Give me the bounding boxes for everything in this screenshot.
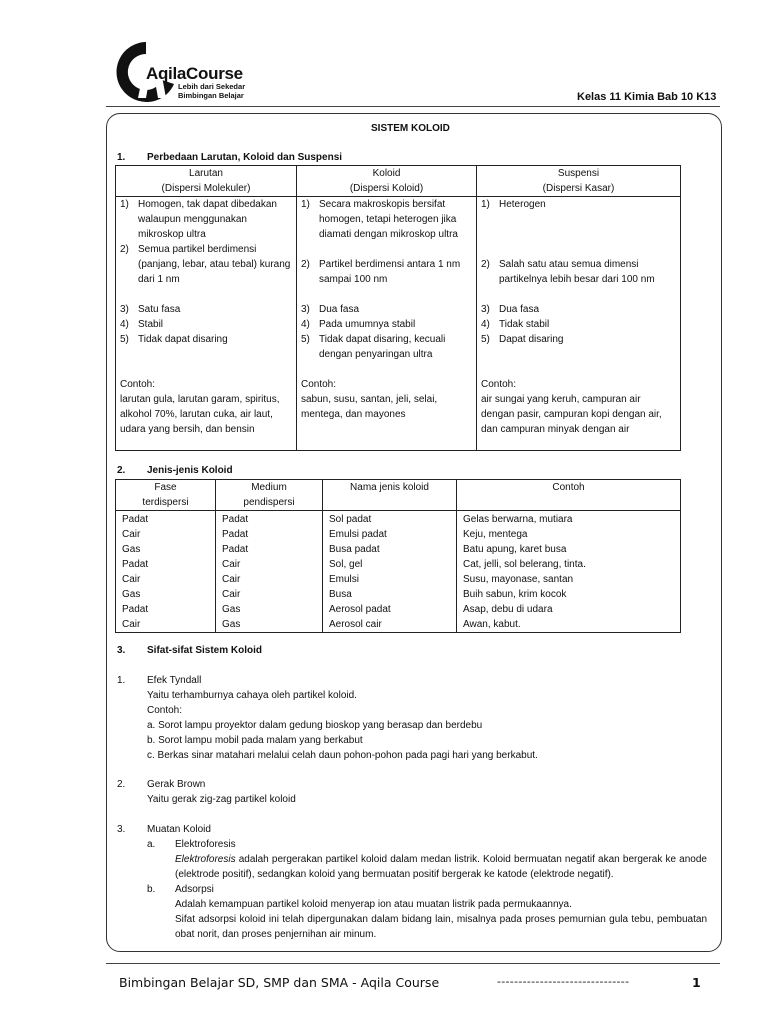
header-medium: Medium pendispersi — [216, 480, 323, 511]
footer-text: Bimbingan Belajar SD, SMP dan SMA - Aqila Course — [119, 975, 440, 990]
class-info: Kelas 11 Kimia Bab 10 K13 — [577, 91, 717, 103]
property-1-title: Efek Tyndall — [147, 675, 202, 686]
col-larutan-header: Larutan (Dispersi Molekuler) — [116, 166, 297, 197]
property-3: 3. Muatan Koloid a. Elektroforesis Elektroforesis adalah pergerakan partikel koloid dalam medan listrik. Koloid bermuatan negatif akan bergerak ke anode (elektrode positif), sedangkan koloid yang bermuatan positif bergerak ke katode (elektrode negatif). b. Adsorpsi Adalah kemampuan partikel koloid menyerap ion atau muatan listrik pada permukaannya. Sifat adsorpsi koloid ini telah dipergunakan dalam bidang lain, misalnya pada proses pemurnian gula tebu, pembuatan obat norit, dan proses penjernihan air minum. — [117, 824, 707, 940]
header-contoh: Contoh — [457, 480, 681, 511]
section3-number: 3. — [117, 645, 126, 656]
comparison-table-header — [116, 166, 681, 197]
colloid-types-body — [116, 511, 681, 633]
section3-heading — [117, 645, 262, 656]
colloid-types-table — [115, 479, 681, 633]
logo — [116, 38, 246, 106]
section1-heading — [117, 152, 342, 163]
header-fase: Fase terdispersi — [116, 480, 216, 511]
comparison-table-body — [116, 197, 681, 451]
section1-title: Perbedaan Larutan, Koloid dan Suspensi — [147, 152, 343, 163]
footer-dashes: ------------------------------- — [497, 975, 630, 988]
property-2: 2. Gerak Brown Yaitu gerak zig-zag partikel koloid — [117, 779, 296, 805]
header-rule — [106, 106, 720, 107]
section2-heading — [117, 465, 233, 476]
cell-koloid: 1) Secara makroskopis bersifat homogen, tetapi heterogen jika diamati dengan mikroskop ultra 2) Partikel berdimensi antara 1 nm sampai 100 nm 3) Dua fasa 4) Pada umumnya stabil 5) Tidak dapat disaring, kecuali dengan penyaringan ultra Contoh: sabun, susu, santan, jeli, selai, mentega, dan mayones — [297, 197, 477, 451]
property-2-title: Gerak Brown — [147, 779, 206, 790]
cell-larutan: 1) Homogen, tak dapat dibedakan walaupun menggunakan mikroskop ultra 2) Semua partikel berdimensi (panjang, lebar, atau tebal) kurang dari 1 nm 3) Satu fasa 4) Stabil 5) Tidak dapat disaring Contoh: larutan gula, larutan garam, spiritus, alkohol 70%, larutan cuka, air laut, udara yang bersih, dan bensin — [116, 197, 297, 451]
section3-title: Sifat-sifat Sistem Koloid — [147, 645, 263, 656]
property-1: 1. Efek Tyndall Yaitu terhamburnya cahaya oleh partikel koloid. Contoh: a. Sorot lampu proyektor dalam gedung bioskop yang berasap dan berdebu b. Sorot lampu mobil pada malam yang berkabut c. Berkas sinar matahari melalui celah daun pohon-pohon pada pagi hari yang berkabut. — [117, 675, 538, 761]
logo-tagline-1: Lebih dari Sekedar — [178, 82, 246, 91]
col-fase-values: Padat Cair Gas Padat Cair Gas Padat Cair — [116, 511, 216, 633]
section2-title: Jenis-jenis Koloid — [147, 465, 233, 476]
elektroforesis-title: Elektroforesis — [175, 839, 236, 850]
elektroforesis-text: Elektroforesis adalah pergerakan partikel koloid dalam medan listrik. Koloid bermuatan negatif akan bergerak ke anode (elektrode positif), sedangkan koloid yang bermuatan positif bergerak ke katode (elektrode negatif). — [175, 854, 707, 880]
footer-rule — [106, 963, 720, 964]
adsorpsi-title: Adsorpsi — [175, 884, 214, 895]
col-suspensi-header: Suspensi (Dispersi Kasar) — [477, 166, 681, 197]
colloid-types-header — [116, 480, 681, 511]
logo-name: AqilaCourse — [146, 64, 243, 83]
col-contoh-values: Gelas berwarna, mutiara Keju, mentega Batu apung, karet busa Cat, jelli, sol belerang, tinta. Susu, mayonase, santan Buih sabun, krim kocok Asap, debu di udara Awan, kabut. — [457, 511, 681, 633]
doc-title: SISTEM KOLOID — [371, 123, 450, 134]
header-nama: Nama jenis koloid — [323, 480, 457, 511]
comparison-table — [115, 165, 681, 451]
cell-suspensi: 1) Heterogen 2) Salah satu atau semua dimensi partikelnya lebih besar dari 100 nm 3) Dua fasa 4) Tidak stabil 5) Dapat disaring Contoh: air sungai yang keruh, campuran air dengan pasir, campuran kopi dengan air, dan campuran minyak dengan air — [477, 197, 681, 451]
page-number: 1 — [692, 975, 701, 990]
col-nama-values: Sol padat Emulsi padat Busa padat Sol, gel Emulsi Busa Aerosol padat Aerosol cair — [323, 511, 457, 633]
col-koloid-header: Koloid (Dispersi Koloid) — [297, 166, 477, 197]
section2-number: 2. — [117, 465, 126, 476]
section1-number: 1. — [117, 152, 126, 163]
col-medium-values: Padat Padat Padat Cair Cair Cair Gas Gas — [216, 511, 323, 633]
logo-tagline-2: Bimbingan Belajar — [178, 91, 244, 100]
property-3-title: Muatan Koloid — [147, 824, 211, 835]
